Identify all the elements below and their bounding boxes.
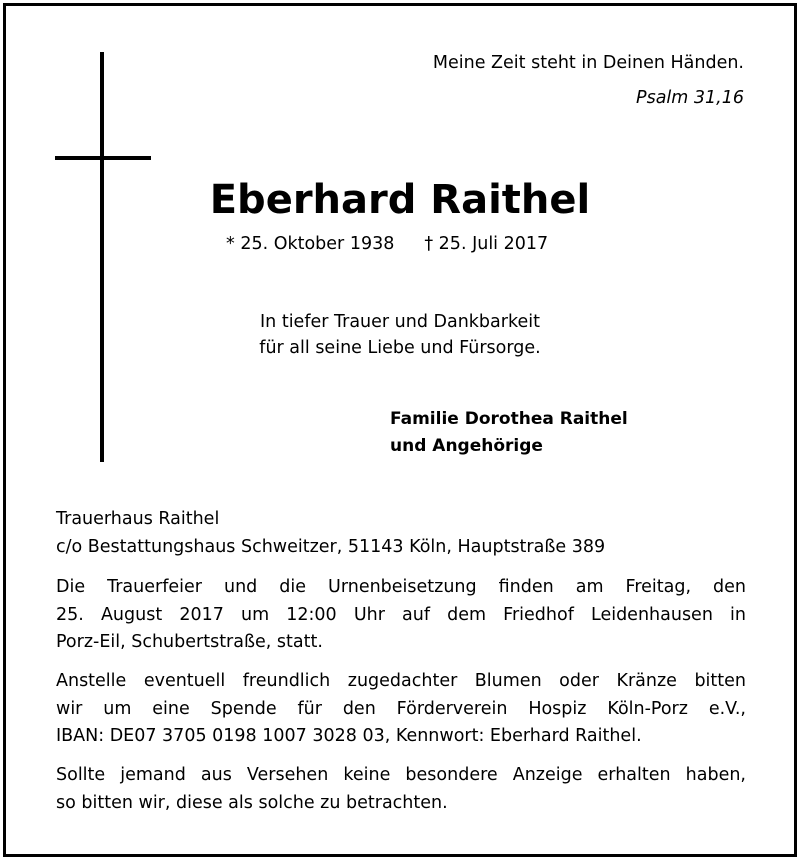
dedication-line: In tiefer Trauer und Dankbarkeit	[260, 312, 540, 332]
family-line: und Angehörige	[390, 436, 543, 456]
notice-paragraph	[56, 762, 746, 817]
funeral-paragraph	[56, 574, 746, 657]
paragraph-line: IBAN: DE07 3705 0198 1007 3028 03, Kennwort: Eberhard Raithel.	[56, 726, 642, 746]
paragraph-line: Sollte jemand aus Versehen keine besondere Anzeige erhalten haben,	[56, 765, 746, 785]
deceased-name: Eberhard Raithel	[209, 177, 591, 223]
cross-icon-vertical-bar	[100, 52, 104, 462]
cross-icon-horizontal-bar	[55, 156, 151, 160]
paragraph-line: Porz-Eil, Schubertstraße, statt.	[56, 632, 323, 652]
birth-date: * 25. Oktober 1938	[226, 234, 395, 254]
paragraph-line: Anstelle eventuell freundlich zugedachter Blumen oder Kränze bitten	[56, 671, 746, 691]
paragraph-line: Die Trauerfeier und die Urnenbeisetzung finden am Freitag, den	[56, 577, 746, 597]
address-line: Trauerhaus Raithel	[56, 509, 220, 529]
family-line: Familie Dorothea Raithel	[390, 409, 628, 429]
motto-source: Psalm 31,16	[636, 88, 744, 108]
death-date: † 25. Juli 2017	[424, 234, 549, 254]
paragraph-line: 25. August 2017 um 12:00 Uhr auf dem Friedhof Leidenhausen in	[56, 604, 746, 625]
mourning-address	[56, 506, 746, 561]
paragraph-line: wir um eine Spende für den Förderverein Hospiz Köln-Porz e.V.,	[56, 698, 746, 719]
life-dates	[226, 233, 548, 255]
dedication	[150, 309, 650, 361]
donation-paragraph	[56, 668, 746, 751]
motto-quote: Meine Zeit steht in Deinen Händen.	[432, 53, 744, 73]
dedication-line: für all seine Liebe und Fürsorge.	[259, 338, 541, 358]
family-signature	[390, 406, 628, 460]
paragraph-line: so bitten wir, diese als solche zu betrachten.	[56, 792, 448, 813]
address-line: c/o Bestattungshaus Schweitzer, 51143 Köln, Hauptstraße 389	[56, 536, 606, 557]
